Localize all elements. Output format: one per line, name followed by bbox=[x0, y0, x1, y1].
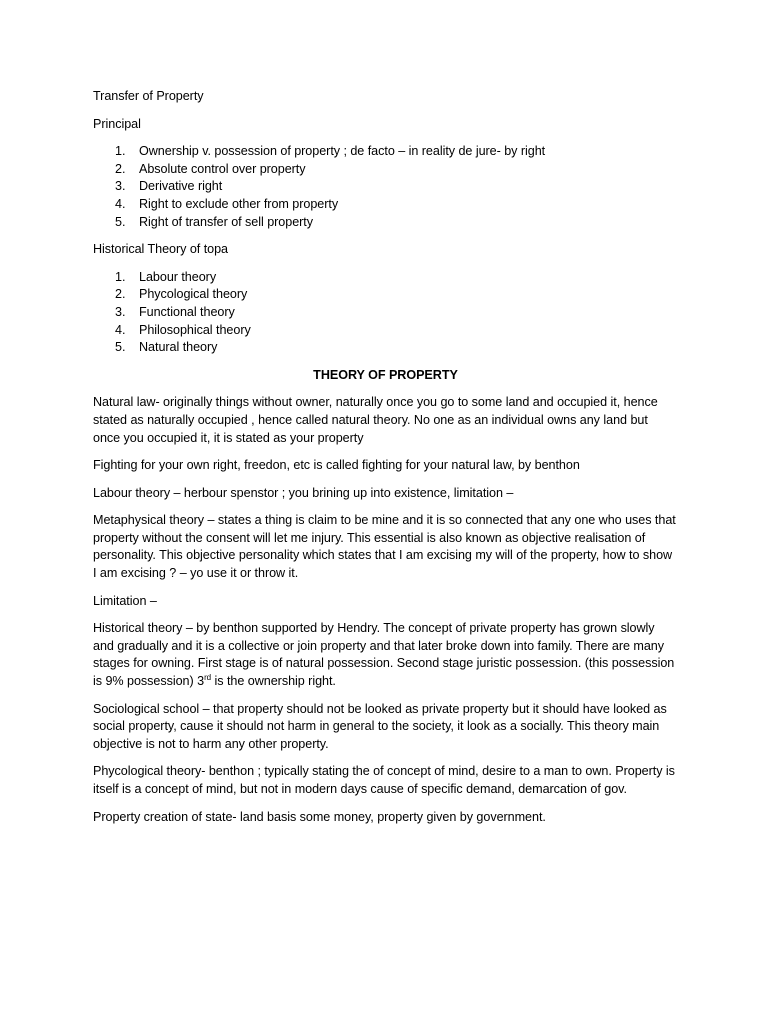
list-item: 5. Right of transfer of sell property bbox=[115, 214, 313, 229]
list-item: 2. Absolute control over property bbox=[115, 161, 306, 176]
list-item: 3. Functional theory bbox=[115, 304, 235, 319]
paragraph-fighting: Fighting for your own right, freedon, etc is called fighting for your natural law, by benthon bbox=[93, 458, 580, 473]
paragraph-labour: Labour theory – herbour spenstor ; you brining up into existence, limitation – bbox=[93, 485, 514, 500]
list-item: 4. Philosophical theory bbox=[115, 322, 251, 337]
list-item: 1. Labour theory bbox=[115, 269, 217, 284]
list-item: 2. Phycological theory bbox=[115, 287, 248, 302]
paragraph-sociological: Sociological school – that property should not be looked as private property but it should have looked as social property, cause it should not harm in general to the society, it look as a socially. This theory main objective is not to harm any other property. bbox=[93, 701, 667, 751]
principal-label: Principal bbox=[93, 116, 141, 131]
section-heading: THEORY OF PROPERTY bbox=[313, 367, 458, 382]
document-title: Transfer of Property bbox=[93, 89, 204, 103]
list-item: 4. Right to exclude other from property bbox=[115, 196, 339, 211]
paragraph-metaphysical: Metaphysical theory – states a thing is claim to be mine and it is so connected that any one who uses that property without the consent will let me injury. This essential is also known as objective realisation of personality. This objective personality which states that I am excising my will of the property, how to show I am excising ? – yo use it or throw it. bbox=[93, 513, 676, 581]
paragraph-creation: Property creation of state- land basis some money, property given by government. bbox=[93, 809, 546, 824]
principal-list bbox=[93, 143, 678, 231]
paragraph-natural-law: Natural law- originally things without owner, naturally once you go to some land and occupied it, hence stated as naturally occupied , hence called natural theory. No one as an individual owns any land but once you occupied it, it is stated as your property bbox=[93, 395, 658, 445]
historical-list bbox=[93, 269, 678, 357]
paragraph-limitation: Limitation – bbox=[93, 593, 157, 608]
list-item: 3. Derivative right bbox=[115, 179, 223, 194]
historical-label: Historical Theory of topa bbox=[93, 242, 229, 257]
paragraph-phycological: Phycological theory- benthon ; typically stating the of concept of mind, desire to a man to own. Property is itself is a concept of mind, but not in modern days cause of specific demand, demarcation of gov. bbox=[93, 764, 675, 796]
list-item: 5. Natural theory bbox=[115, 340, 218, 355]
list-item: 1. Ownership v. possession of property ; de facto – in reality de jure- by right bbox=[115, 144, 546, 159]
paragraph-historical: Historical theory – by benthon supported by Hendry. The concept of private property has grown slowly and gradually and it is a collective or join property and that later broke down into family. There are many stages for owning. First stage is of natural possession. Second stage juristic possession. (this possession is 9% possession) 3rd is the ownership right. bbox=[93, 621, 675, 689]
